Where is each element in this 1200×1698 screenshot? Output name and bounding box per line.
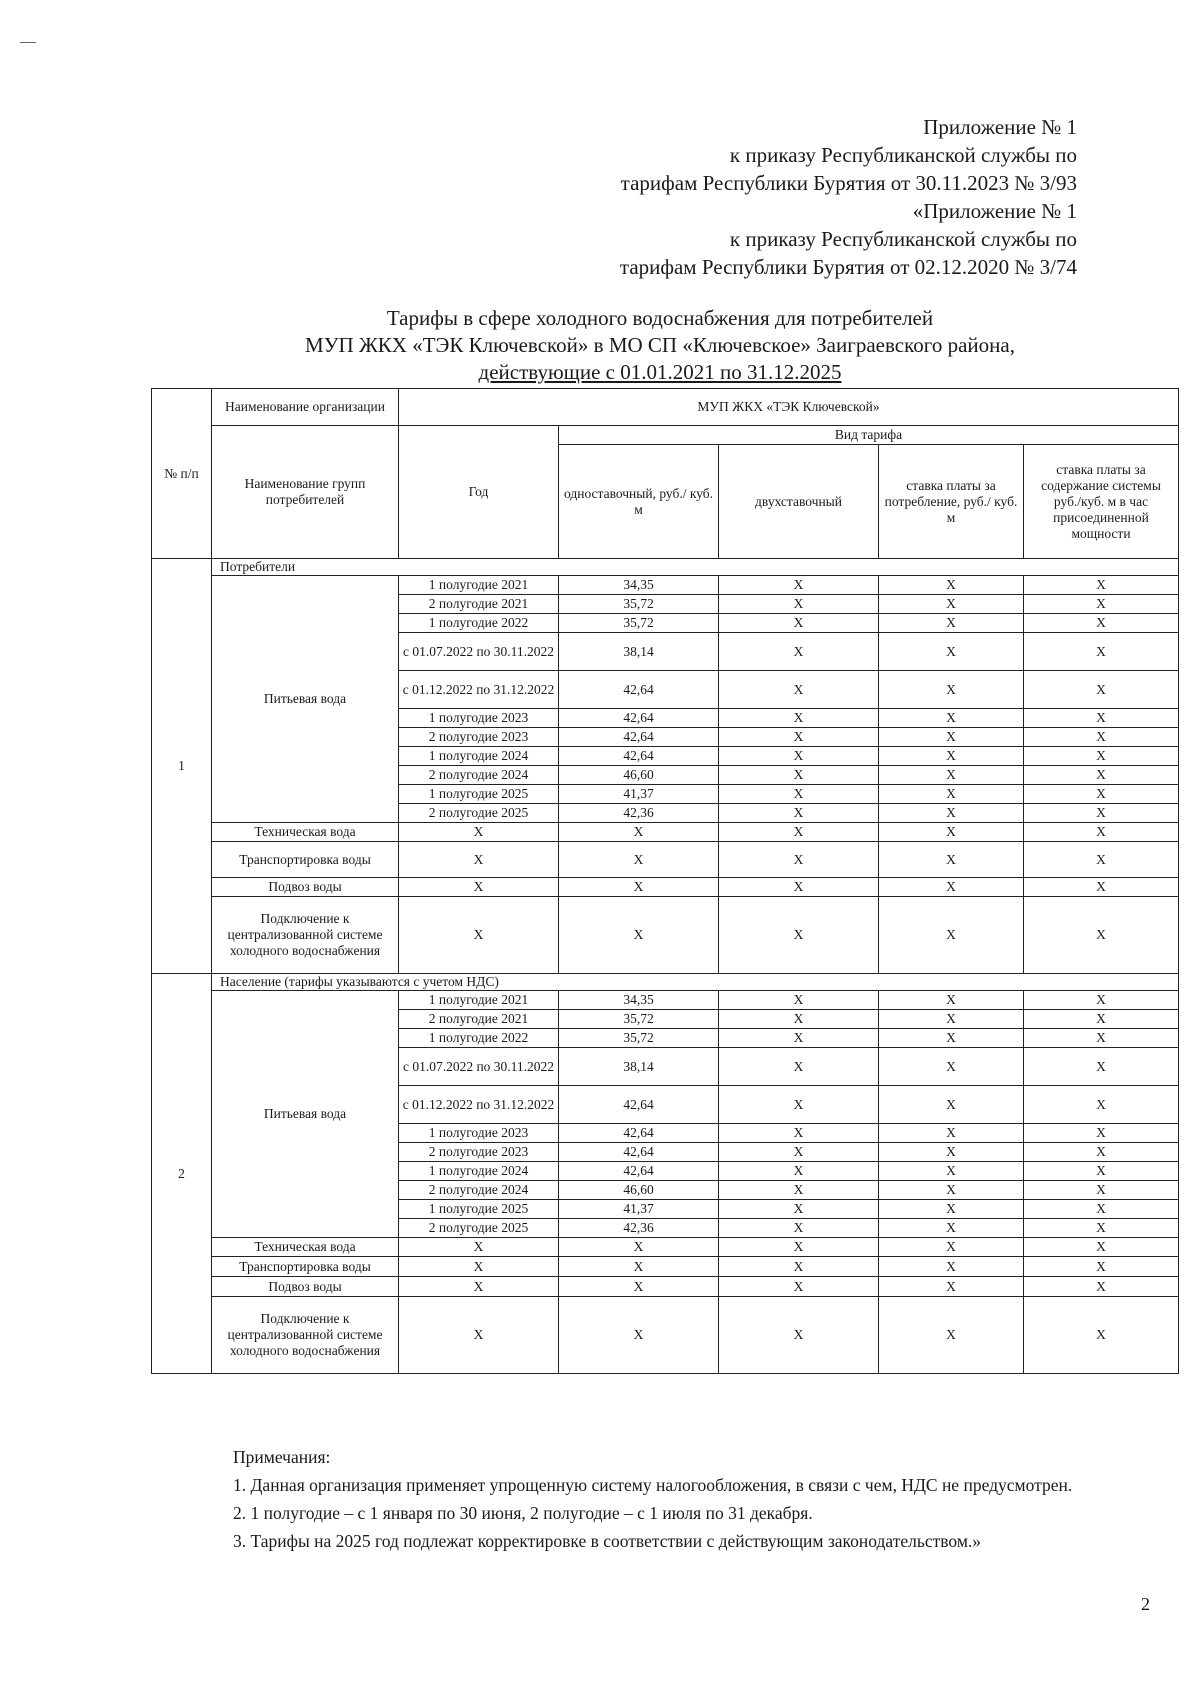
tariff-column-header: двухставочный xyxy=(719,445,879,559)
period-cell: с 01.07.2022 по 30.11.2022 xyxy=(399,633,559,671)
maintenance-rate-value: X xyxy=(1024,709,1179,728)
maintenance-rate-value: X xyxy=(1024,1086,1179,1124)
single-rate-value: 41,37 xyxy=(559,1200,719,1219)
service-name: Транспортировка воды xyxy=(212,842,399,878)
header-line: «Приложение № 1 xyxy=(912,199,1077,223)
service-value-cell: X xyxy=(1024,1238,1179,1257)
service-value-cell: X xyxy=(879,823,1024,842)
service-value-cell: X xyxy=(399,897,559,974)
service-value-cell: X xyxy=(719,823,879,842)
service-value-cell: X xyxy=(1024,1297,1179,1374)
section-title: Население (тарифы указываются с учетом НДС) xyxy=(212,974,1179,991)
service-value-cell: X xyxy=(399,1238,559,1257)
scan-mark xyxy=(20,42,36,43)
page-number: 2 xyxy=(1141,1594,1150,1614)
maintenance-rate-value: X xyxy=(1024,747,1179,766)
service-value-cell: X xyxy=(879,878,1024,897)
service-value-cell: X xyxy=(719,878,879,897)
maintenance-rate-value: X xyxy=(1024,1010,1179,1029)
other-service-row xyxy=(152,1257,1179,1277)
service-value-cell: X xyxy=(879,1277,1024,1297)
consumption-rate-value: X xyxy=(879,709,1024,728)
service-value-cell: X xyxy=(399,1257,559,1277)
service-value-cell: X xyxy=(399,842,559,878)
period-cell: 1 полугодие 2022 xyxy=(399,614,559,633)
maintenance-rate-value: X xyxy=(1024,633,1179,671)
header-line: к приказу Республиканской службы по xyxy=(729,227,1077,251)
maintenance-rate-value: X xyxy=(1024,595,1179,614)
service-value-cell: X xyxy=(559,823,719,842)
two-rate-value: X xyxy=(719,728,879,747)
service-value-cell: X xyxy=(719,897,879,974)
other-service-row xyxy=(152,842,1179,878)
tariff-column-header: одноставочный, руб./ куб. м xyxy=(559,445,719,559)
header-row xyxy=(152,389,1179,426)
single-rate-value: 35,72 xyxy=(559,614,719,633)
maintenance-rate-value: X xyxy=(1024,785,1179,804)
section-title: Потребители xyxy=(212,559,1179,576)
title-line-3: действующие с 01.01.2021 по 31.12.2025 xyxy=(478,360,842,384)
period-cell: 2 полугодие 2025 xyxy=(399,1219,559,1238)
maintenance-rate-value: X xyxy=(1024,1162,1179,1181)
single-rate-value: 42,64 xyxy=(559,1086,719,1124)
two-rate-value: X xyxy=(719,991,879,1010)
consumption-rate-value: X xyxy=(879,1162,1024,1181)
service-value-cell: X xyxy=(1024,842,1179,878)
service-value-cell: X xyxy=(399,823,559,842)
period-cell: 1 полугодие 2022 xyxy=(399,1029,559,1048)
single-rate-value: 42,64 xyxy=(559,1143,719,1162)
single-rate-value: 42,64 xyxy=(559,747,719,766)
service-value-cell: X xyxy=(399,1277,559,1297)
service-value-cell: X xyxy=(719,1277,879,1297)
consumption-rate-value: X xyxy=(879,1048,1024,1086)
single-rate-value: 46,60 xyxy=(559,1181,719,1200)
service-value-cell: X xyxy=(1024,897,1179,974)
tariff-type-header: Вид тарифа xyxy=(559,426,1179,445)
single-rate-value: 35,72 xyxy=(559,1029,719,1048)
single-rate-value: 42,36 xyxy=(559,804,719,823)
tariff-column-header: ставка платы за потребление, руб./ куб. м xyxy=(879,445,1024,559)
two-rate-value: X xyxy=(719,1124,879,1143)
consumption-rate-value: X xyxy=(879,991,1024,1010)
other-service-row xyxy=(152,1238,1179,1257)
maintenance-rate-value: X xyxy=(1024,614,1179,633)
service-name: Транспортировка воды xyxy=(212,1257,399,1277)
maintenance-rate-value: X xyxy=(1024,1029,1179,1048)
two-rate-value: X xyxy=(719,595,879,614)
drinking-water-row xyxy=(152,576,1179,595)
two-rate-value: X xyxy=(719,1086,879,1124)
consumption-rate-value: X xyxy=(879,766,1024,785)
period-cell: с 01.07.2022 по 30.11.2022 xyxy=(399,1048,559,1086)
consumption-rate-value: X xyxy=(879,1124,1024,1143)
two-rate-value: X xyxy=(719,1143,879,1162)
period-cell: 2 полугодие 2025 xyxy=(399,804,559,823)
two-rate-value: X xyxy=(719,766,879,785)
consumption-rate-value: X xyxy=(879,804,1024,823)
document-title xyxy=(140,305,1180,386)
service-value-cell: X xyxy=(879,842,1024,878)
notes-heading: Примечания: xyxy=(233,1447,331,1467)
single-rate-value: 38,14 xyxy=(559,633,719,671)
section-number: 2 xyxy=(152,974,212,1374)
service-value-cell: X xyxy=(719,842,879,878)
service-value-cell: X xyxy=(559,1297,719,1374)
two-rate-value: X xyxy=(719,785,879,804)
period-cell: 1 полугодие 2021 xyxy=(399,991,559,1010)
title-line-2: МУП ЖКХ «ТЭК Ключевской» в МО СП «Ключевское» Заиграевского района, xyxy=(305,333,1015,357)
service-value-cell: X xyxy=(559,1277,719,1297)
service-value-cell: X xyxy=(1024,1277,1179,1297)
service-value-cell: X xyxy=(559,897,719,974)
other-service-row xyxy=(152,1277,1179,1297)
title-line-1: Тарифы в сфере холодного водоснабжения для потребителей xyxy=(386,306,934,330)
consumption-rate-value: X xyxy=(879,728,1024,747)
service-value-cell: X xyxy=(879,1257,1024,1277)
other-service-row xyxy=(152,1297,1179,1374)
drinking-water-label: Питьевая вода xyxy=(212,991,399,1238)
period-cell: 1 полугодие 2023 xyxy=(399,709,559,728)
service-name: Подключение к централизованной системе холодного водоснабжения xyxy=(212,897,399,974)
consumption-rate-value: X xyxy=(879,1219,1024,1238)
section-number: 1 xyxy=(152,559,212,974)
consumption-rate-value: X xyxy=(879,785,1024,804)
period-cell: 1 полугодие 2025 xyxy=(399,785,559,804)
consumption-rate-value: X xyxy=(879,1181,1024,1200)
period-cell: 1 полугодие 2025 xyxy=(399,1200,559,1219)
single-rate-value: 34,35 xyxy=(559,576,719,595)
consumption-rate-value: X xyxy=(879,614,1024,633)
two-rate-value: X xyxy=(719,1048,879,1086)
service-value-cell: X xyxy=(559,878,719,897)
single-rate-value: 42,64 xyxy=(559,1124,719,1143)
single-rate-value: 42,64 xyxy=(559,671,719,709)
period-cell: 2 полугодие 2024 xyxy=(399,766,559,785)
single-rate-value: 35,72 xyxy=(559,1010,719,1029)
consumption-rate-value: X xyxy=(879,1010,1024,1029)
single-rate-value: 42,36 xyxy=(559,1219,719,1238)
period-cell: 2 полугодие 2021 xyxy=(399,595,559,614)
notes xyxy=(158,1445,1158,1557)
service-value-cell: X xyxy=(559,842,719,878)
org-label-header: Наименование организации xyxy=(212,389,399,426)
period-cell: 1 полугодие 2021 xyxy=(399,576,559,595)
single-rate-value: 38,14 xyxy=(559,1048,719,1086)
service-value-cell: X xyxy=(719,1238,879,1257)
maintenance-rate-value: X xyxy=(1024,671,1179,709)
period-cell: 2 полугодие 2023 xyxy=(399,728,559,747)
two-rate-value: X xyxy=(719,1200,879,1219)
maintenance-rate-value: X xyxy=(1024,1219,1179,1238)
single-rate-value: 41,37 xyxy=(559,785,719,804)
maintenance-rate-value: X xyxy=(1024,1181,1179,1200)
header-line: к приказу Республиканской службы по xyxy=(729,143,1077,167)
service-value-cell: X xyxy=(879,1238,1024,1257)
service-value-cell: X xyxy=(1024,823,1179,842)
drinking-water-row xyxy=(152,991,1179,1010)
service-value-cell: X xyxy=(399,1297,559,1374)
two-rate-value: X xyxy=(719,804,879,823)
service-value-cell: X xyxy=(719,1297,879,1374)
two-rate-value: X xyxy=(719,747,879,766)
period-cell: с 01.12.2022 по 31.12.2022 xyxy=(399,671,559,709)
consumption-rate-value: X xyxy=(879,671,1024,709)
service-value-cell: X xyxy=(1024,1257,1179,1277)
two-rate-value: X xyxy=(719,1219,879,1238)
two-rate-value: X xyxy=(719,709,879,728)
year-header: Год xyxy=(399,426,559,559)
service-value-cell: X xyxy=(719,1257,879,1277)
service-value-cell: X xyxy=(399,878,559,897)
header-line: Приложение № 1 xyxy=(923,115,1077,139)
note-item: 2. 1 полугодие – с 1 января по 30 июня, 2 полугодие – с 1 июля по 31 декабря. xyxy=(233,1503,813,1523)
service-value-cell: X xyxy=(879,897,1024,974)
maintenance-rate-value: X xyxy=(1024,1048,1179,1086)
consumption-rate-value: X xyxy=(879,1029,1024,1048)
consumption-rate-value: X xyxy=(879,747,1024,766)
two-rate-value: X xyxy=(719,633,879,671)
header-row xyxy=(152,426,1179,445)
single-rate-value: 34,35 xyxy=(559,991,719,1010)
period-cell: 1 полугодие 2024 xyxy=(399,1162,559,1181)
two-rate-value: X xyxy=(719,1010,879,1029)
note-item: 3. Тарифы на 2025 год подлежат корректировке в соответствии с действующим законодательством.» xyxy=(233,1531,982,1551)
two-rate-value: X xyxy=(719,614,879,633)
service-value-cell: X xyxy=(1024,878,1179,897)
consumption-rate-value: X xyxy=(879,1086,1024,1124)
note-item: 1. Данная организация применяет упрощенную систему налогообложения, в связи с чем, НДС не предусмотрен. xyxy=(233,1475,1073,1495)
header-line: тарифам Республики Бурятия от 30.11.2023 № 3/93 xyxy=(620,171,1077,195)
section-title-row xyxy=(152,974,1179,991)
service-name: Техническая вода xyxy=(212,1238,399,1257)
period-cell: с 01.12.2022 по 31.12.2022 xyxy=(399,1086,559,1124)
maintenance-rate-value: X xyxy=(1024,576,1179,595)
maintenance-rate-value: X xyxy=(1024,804,1179,823)
maintenance-rate-value: X xyxy=(1024,728,1179,747)
maintenance-rate-value: X xyxy=(1024,991,1179,1010)
num-header: № п/п xyxy=(152,389,212,559)
consumption-rate-value: X xyxy=(879,595,1024,614)
header-line: тарифам Республики Бурятия от 02.12.2020 № 3/74 xyxy=(619,255,1077,279)
tariff-column-header: ставка платы за содержание системы руб./куб. м в час присоединенной мощности xyxy=(1024,445,1179,559)
service-value-cell: X xyxy=(559,1257,719,1277)
single-rate-value: 46,60 xyxy=(559,766,719,785)
other-service-row xyxy=(152,897,1179,974)
service-name: Техническая вода xyxy=(212,823,399,842)
maintenance-rate-value: X xyxy=(1024,1200,1179,1219)
section-title-row xyxy=(152,559,1179,576)
two-rate-value: X xyxy=(719,1029,879,1048)
two-rate-value: X xyxy=(719,1181,879,1200)
service-value-cell: X xyxy=(879,1297,1024,1374)
service-value-cell: X xyxy=(559,1238,719,1257)
drinking-water-label: Питьевая вода xyxy=(212,576,399,823)
single-rate-value: 42,64 xyxy=(559,709,719,728)
tariff-table xyxy=(151,388,1179,1374)
appendix-header xyxy=(620,113,1077,281)
period-cell: 2 полугодие 2021 xyxy=(399,1010,559,1029)
other-service-row xyxy=(152,878,1179,897)
maintenance-rate-value: X xyxy=(1024,766,1179,785)
period-cell: 1 полугодие 2023 xyxy=(399,1124,559,1143)
period-cell: 1 полугодие 2024 xyxy=(399,747,559,766)
group-header: Наименование групп потребителей xyxy=(212,426,399,559)
maintenance-rate-value: X xyxy=(1024,1143,1179,1162)
tariff-table-body xyxy=(152,389,1179,1374)
consumption-rate-value: X xyxy=(879,633,1024,671)
two-rate-value: X xyxy=(719,1162,879,1181)
single-rate-value: 42,64 xyxy=(559,1162,719,1181)
two-rate-value: X xyxy=(719,576,879,595)
period-cell: 2 полугодие 2023 xyxy=(399,1143,559,1162)
consumption-rate-value: X xyxy=(879,1143,1024,1162)
period-cell: 2 полугодие 2024 xyxy=(399,1181,559,1200)
consumption-rate-value: X xyxy=(879,1200,1024,1219)
single-rate-value: 42,64 xyxy=(559,728,719,747)
two-rate-value: X xyxy=(719,671,879,709)
service-name: Подключение к централизованной системе холодного водоснабжения xyxy=(212,1297,399,1374)
other-service-row xyxy=(152,823,1179,842)
org-name-header: МУП ЖКХ «ТЭК Ключевской» xyxy=(399,389,1179,426)
single-rate-value: 35,72 xyxy=(559,595,719,614)
consumption-rate-value: X xyxy=(879,576,1024,595)
service-name: Подвоз воды xyxy=(212,878,399,897)
service-name: Подвоз воды xyxy=(212,1277,399,1297)
maintenance-rate-value: X xyxy=(1024,1124,1179,1143)
